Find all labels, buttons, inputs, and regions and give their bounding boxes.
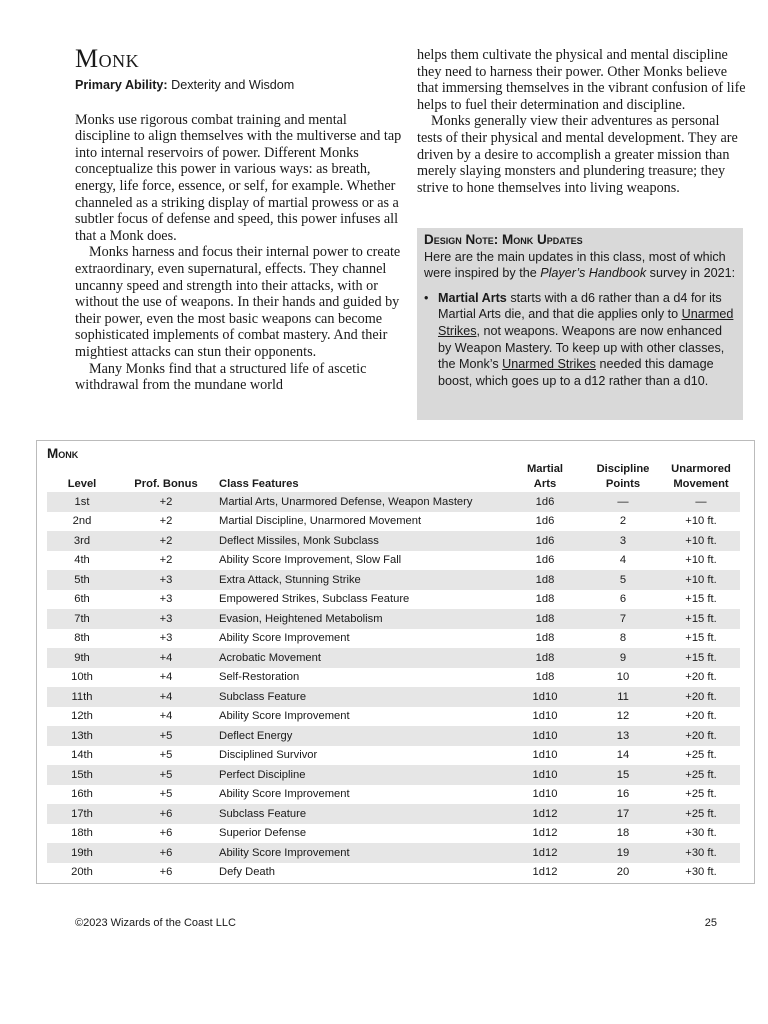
table-cell: +10 ft.: [685, 554, 717, 567]
column-header: Martial Arts: [526, 463, 564, 490]
table-cell: 1d10: [532, 788, 558, 801]
table-cell: 8th: [74, 632, 90, 645]
table-cell: 1d8: [535, 612, 555, 625]
table-cell: +15 ft.: [685, 632, 717, 645]
table-cell: +20 ft.: [685, 671, 717, 684]
column-header: Level: [67, 478, 97, 490]
table-cell: 13: [616, 729, 630, 742]
table-cell: 5th: [74, 573, 90, 586]
table-cell: +6: [159, 827, 173, 840]
table-cell: 1d12: [532, 846, 558, 859]
table-cell: +5: [159, 749, 173, 762]
design-note-title: Design Note: Monk Updates: [424, 232, 583, 247]
table-row: [47, 687, 740, 707]
table-cell: +25 ft.: [685, 788, 717, 801]
table-cell: +10 ft.: [685, 573, 717, 586]
table-cell: 16th: [71, 788, 93, 801]
table-cell: +20 ft.: [685, 710, 717, 723]
table-row: [47, 629, 740, 649]
intro-text: Here are the main updates in this class, most of which were inspired by the: [424, 249, 726, 281]
table-cell: +3: [159, 573, 173, 586]
table-cell: +5: [159, 788, 173, 801]
page-title: Monk: [75, 44, 140, 73]
table-cell: Ability Score Improvement: [219, 632, 350, 645]
table-cell: 1d6: [535, 495, 555, 508]
table-cell: 10: [616, 671, 630, 684]
table-cell: 18: [616, 827, 630, 840]
bullet-icon: •: [424, 290, 429, 305]
table-cell: 4th: [74, 554, 90, 567]
table-cell: 4: [619, 554, 627, 567]
table-cell: 1d6: [535, 515, 555, 528]
table-cell: +25 ft.: [685, 749, 717, 762]
table-cell: +3: [159, 593, 173, 606]
table-row: [47, 785, 740, 805]
table-cell: +5: [159, 768, 173, 781]
table-cell: 2: [619, 515, 627, 528]
table-cell: 20: [616, 866, 630, 879]
paragraph: Monks harness and focus their internal power to create extraordinary, even supernatural, effects. They channel uncanny speed and strength into their attacks, with or without the use of weapons. In their hands and guided by their power, even the most basic weapons can become sophisticated implements of combat mastery. And their mightiest attacks can stun their opponents.: [75, 244, 401, 360]
table-cell: +30 ft.: [685, 866, 717, 879]
table-cell: 14: [616, 749, 630, 762]
unarmed-strikes-link[interactable]: Unarmed Strikes: [438, 307, 734, 338]
column-header: Prof. Bonus: [134, 478, 198, 490]
table-cell: +10 ft.: [685, 534, 717, 547]
table-cell: +2: [159, 554, 173, 567]
table-cell: Ability Score Improvement: [219, 846, 350, 859]
table-cell: 1d8: [535, 651, 555, 664]
page-number: 25: [704, 917, 717, 929]
table-cell: 1d6: [535, 534, 555, 547]
table-cell: 6th: [74, 593, 90, 606]
table-cell: Ability Score Improvement: [219, 788, 350, 801]
table-cell: 1d10: [532, 690, 558, 703]
table-cell: Defy Death: [219, 866, 275, 879]
table-cell: Empowered Strikes, Subclass Feature: [219, 593, 410, 606]
left-column: [75, 44, 405, 394]
table-cell: +2: [159, 534, 173, 547]
paragraph: Many Monks find that a structured life of ascetic withdrawal from the mundane world: [75, 360, 367, 394]
table-cell: +25 ft.: [685, 768, 717, 781]
table-row: [47, 590, 740, 610]
table-row: [47, 726, 740, 746]
table-cell: Self-Restoration: [219, 671, 300, 684]
paragraph: Monks generally view their adventures as personal tests of their physical and mental development. They are driven by a desire to accomplish a greater mission than merely slaying monsters and plundering treasure; they strive to hone themselves into living weapons.: [417, 113, 738, 196]
table-cell: +15 ft.: [685, 612, 717, 625]
table-row: [47, 492, 740, 512]
table-cell: 17th: [71, 807, 93, 820]
table-cell: +5: [159, 729, 173, 742]
intro-book-title: Player’s Handbook: [540, 266, 647, 281]
table-cell: 9: [619, 651, 627, 664]
table-cell: 1d12: [532, 807, 558, 820]
table-cell: +25 ft.: [685, 807, 717, 820]
table-row: [47, 668, 740, 688]
primary-ability-label: Primary Ability:: [75, 78, 168, 92]
table-cell: 10th: [71, 671, 93, 684]
table-cell: 5: [619, 573, 627, 586]
primary-ability-value: Dexterity and Wisdom: [171, 78, 295, 92]
table-cell: +6: [159, 846, 173, 859]
table-cell: 3rd: [73, 534, 91, 547]
table-cell: +30 ft.: [685, 846, 717, 859]
table-cell: +15 ft.: [685, 593, 717, 606]
table-cell: 2nd: [72, 515, 92, 528]
table-cell: 19: [616, 846, 630, 859]
unarmed-strikes-link[interactable]: Unarmed Strikes: [502, 357, 596, 372]
table-cell: +6: [159, 866, 173, 879]
table-cell: +3: [159, 632, 173, 645]
table-cell: +4: [159, 671, 173, 684]
table-cell: Perfect Discipline: [219, 768, 306, 781]
table-cell: +2: [159, 515, 173, 528]
design-note-intro: [424, 249, 736, 282]
bullet-bold: Martial Arts: [438, 290, 507, 305]
table-cell: 15th: [71, 768, 93, 781]
table-row: [47, 746, 740, 766]
column-header: Discipline Points: [596, 463, 650, 490]
paragraph: helps them cultivate the physical and mental discipline they need to harness their power. Other Monks believe that immersing themselves in the vibrant confusion of life helps to fuel their determination and discipline.: [417, 47, 746, 113]
table-row: [47, 824, 740, 844]
table-row: [47, 648, 740, 668]
table-cell: 20th: [71, 866, 93, 879]
table-cell: 8: [619, 632, 627, 645]
bullet-text: needed this damage boost, which goes up to a d12 rather than a d10.: [438, 357, 714, 388]
intro-text: survey in 2021:: [646, 266, 736, 281]
table-cell: 13th: [71, 729, 93, 742]
table-cell: 18th: [71, 827, 93, 840]
table-cell: 7: [619, 612, 627, 625]
table-cell: 11: [617, 690, 629, 703]
table-header-row: [47, 462, 740, 492]
design-note: [417, 228, 743, 420]
table-row: [47, 570, 740, 590]
table-cell: 6: [619, 593, 627, 606]
table-row: [47, 843, 740, 863]
bullet-text: starts with a d6 rather than a d4 for its Martial Arts die, and that die applies only to: [438, 290, 722, 322]
table-cell: Superior Defense: [219, 827, 307, 840]
table-cell: 1d8: [535, 632, 555, 645]
table-row: [47, 707, 740, 727]
table-cell: Deflect Missiles, Monk Subclass: [219, 534, 379, 547]
table-cell: +2: [159, 495, 173, 508]
table-cell: 11th: [71, 690, 93, 703]
table-cell: Martial Discipline, Unarmored Movement: [219, 515, 422, 528]
table-row: [47, 609, 740, 629]
footer: [75, 917, 717, 929]
table-body: [47, 492, 740, 882]
table-cell: 7th: [74, 612, 90, 625]
table-cell: +4: [159, 651, 173, 664]
column-header: Class Features: [219, 478, 299, 490]
bullet-text: , not weapons. Weapons are now enhanced by Weapon Mastery. To keep up with other classes, the Monk’s: [438, 323, 725, 372]
table-cell: Extra Attack, Stunning Strike: [219, 573, 361, 586]
primary-ability: [75, 77, 405, 94]
copyright: ©2023 Wizards of the Coast LLC: [75, 917, 236, 929]
table-row: [47, 804, 740, 824]
table-cell: Martial Arts, Unarmored Defense, Weapon Mastery: [219, 495, 473, 508]
table-cell: 1d10: [532, 749, 558, 762]
table-cell: 3: [619, 534, 627, 547]
table-cell: +4: [159, 710, 173, 723]
table-cell: +4: [159, 690, 173, 703]
list-item: [424, 290, 736, 390]
table-cell: Ability Score Improvement, Slow Fall: [219, 554, 402, 567]
column-header: Unarmored Movement: [671, 463, 731, 490]
table-cell: 1d10: [532, 729, 558, 742]
table-cell: Disciplined Survivor: [219, 749, 318, 762]
table-cell: 1d10: [532, 768, 558, 781]
table-cell: 1d12: [532, 866, 558, 879]
table-cell: Acrobatic Movement: [219, 651, 321, 664]
table-cell: Evasion, Heightened Metabolism: [219, 612, 383, 625]
table-cell: +3: [159, 612, 173, 625]
table-cell: Subclass Feature: [219, 807, 307, 820]
table-title: Monk: [47, 446, 79, 461]
table-cell: +20 ft.: [685, 690, 717, 703]
table-cell: Ability Score Improvement: [219, 710, 350, 723]
table-cell: 1d6: [535, 554, 555, 567]
table-cell: +15 ft.: [685, 651, 717, 664]
table-row: [47, 863, 740, 883]
table-cell: 1d8: [535, 671, 555, 684]
table-cell: +6: [159, 807, 173, 820]
table-cell: 1d8: [535, 593, 555, 606]
class-table: [47, 462, 740, 882]
design-note-list: [424, 290, 736, 390]
table-row: [47, 512, 740, 532]
table-cell: Deflect Energy: [219, 729, 293, 742]
table-cell: 9th: [74, 651, 90, 664]
table-cell: +30 ft.: [685, 827, 717, 840]
table-cell: +10 ft.: [685, 515, 717, 528]
table-cell: 15: [616, 768, 630, 781]
table-cell: 1d8: [535, 573, 555, 586]
monk-table: [36, 440, 755, 884]
paragraph: Monks use rigorous combat training and mental discipline to align themselves with the multiverse and tap into internal reservoirs of power. Different Monks conceptualize this power in various ways: as breath, energy, life force, essence, or self, for example. Whether channeled as a striking display of martial prowess or as a subtler focus of defense and speed, this power infuses all that a Monk does.: [75, 111, 402, 244]
table-row: [47, 531, 740, 551]
table-cell: 14th: [71, 749, 93, 762]
table-cell: —: [695, 495, 707, 508]
table-cell: 12th: [71, 710, 93, 723]
table-cell: 12: [616, 710, 630, 723]
table-cell: 1d10: [532, 710, 558, 723]
table-cell: 1d12: [532, 827, 558, 840]
table-cell: Subclass Feature: [219, 690, 307, 703]
table-cell: +20 ft.: [685, 729, 717, 742]
table-cell: 1st: [74, 495, 90, 508]
table-row: [47, 551, 740, 571]
right-column: [417, 47, 747, 196]
table-cell: 16: [616, 788, 630, 801]
table-cell: 19th: [71, 846, 93, 859]
table-cell: —: [617, 495, 629, 508]
table-cell: 17: [616, 807, 630, 820]
table-row: [47, 765, 740, 785]
